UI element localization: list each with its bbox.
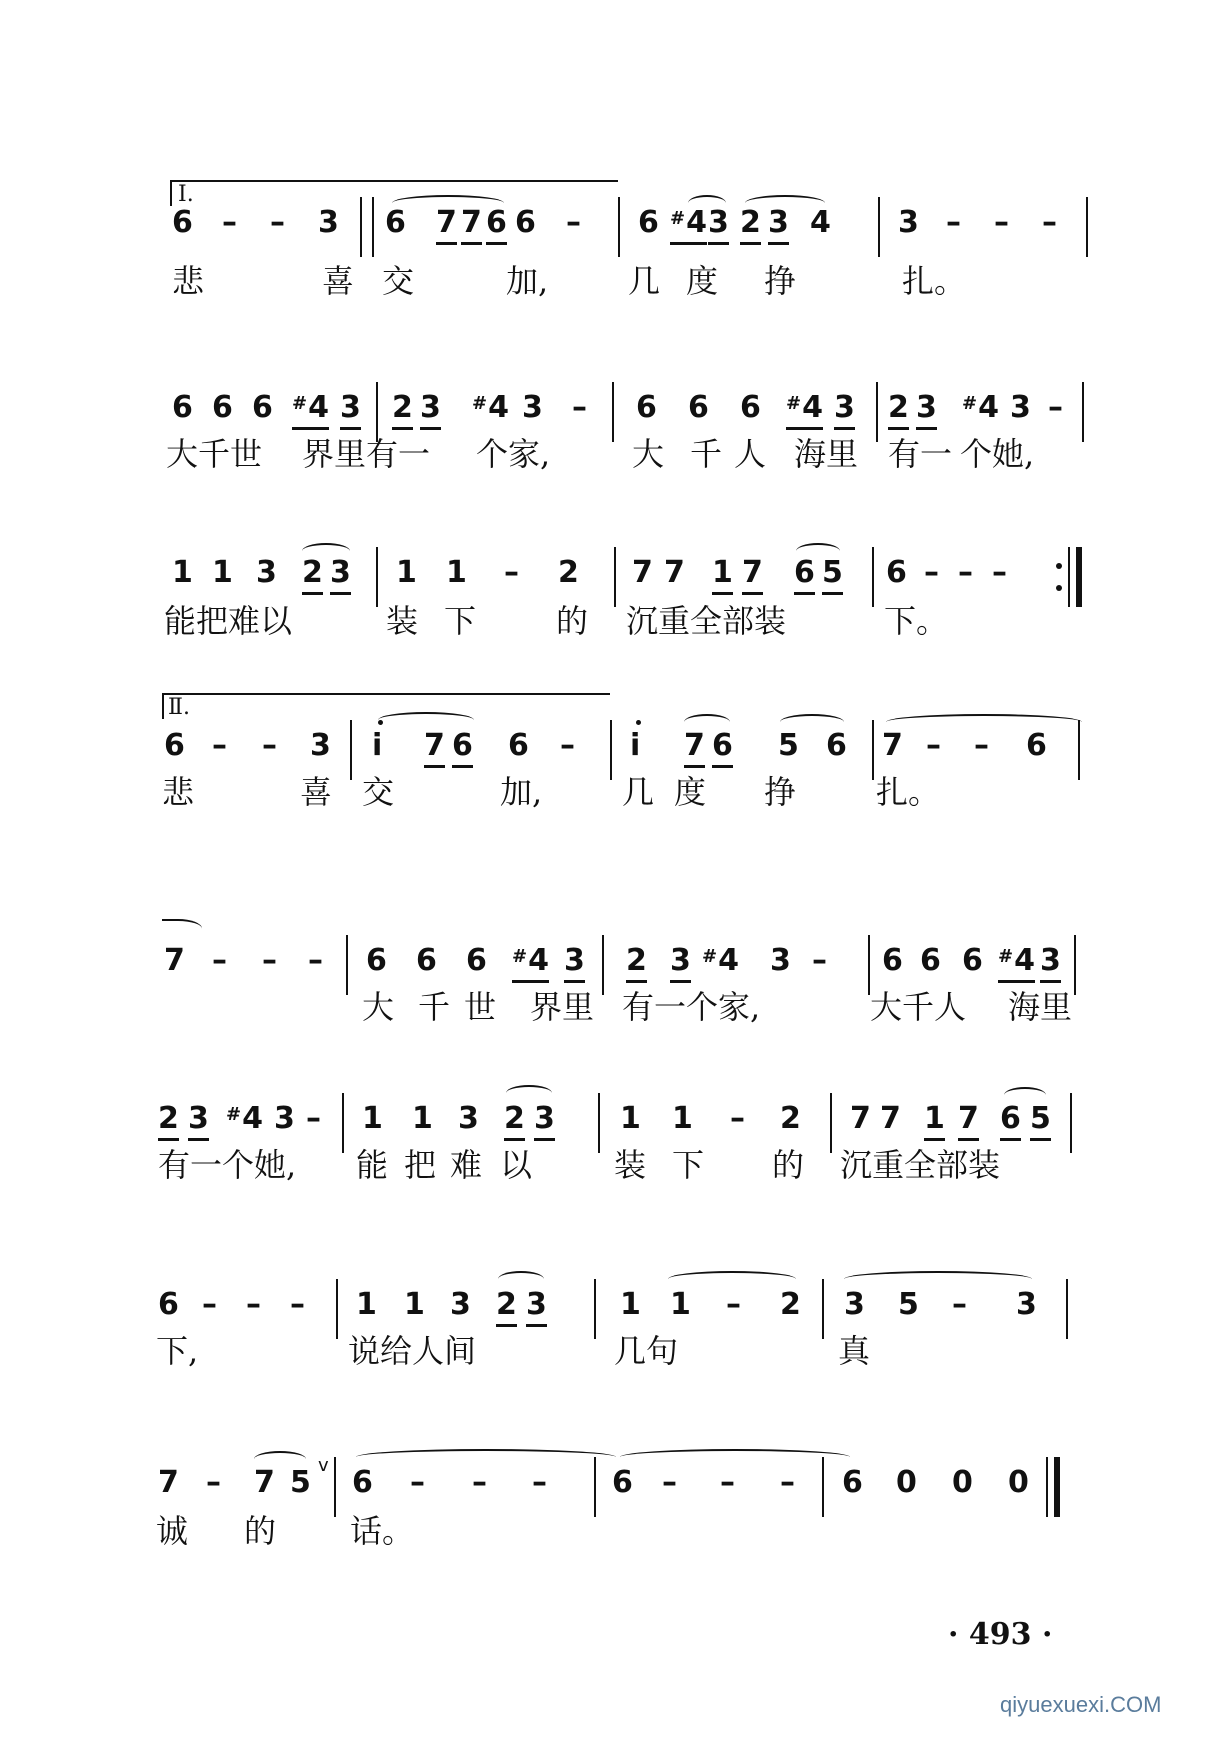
lyric: 把 bbox=[404, 1146, 437, 1184]
note: 7 bbox=[461, 205, 482, 245]
volta-2-bracket bbox=[162, 693, 610, 695]
barline bbox=[872, 547, 874, 607]
score-row-6 bbox=[0, 1101, 1218, 1251]
dash: – bbox=[246, 1287, 261, 1322]
note: 3 bbox=[770, 943, 791, 978]
note: 3 bbox=[768, 205, 789, 245]
dash: – bbox=[994, 205, 1009, 240]
tie bbox=[886, 714, 1082, 730]
note: 7 bbox=[632, 555, 653, 590]
volta-2-hook bbox=[162, 693, 164, 719]
lyric: 下, bbox=[156, 1332, 199, 1370]
lyric: 千 bbox=[418, 988, 451, 1026]
lyric: 下 bbox=[444, 602, 477, 640]
lyric: 能把难以 bbox=[164, 602, 293, 640]
note: 7 bbox=[684, 728, 705, 768]
breath-mark: v bbox=[318, 1455, 329, 1476]
volta-2-label: Ⅱ. bbox=[168, 695, 190, 720]
barline bbox=[594, 1457, 596, 1517]
barline bbox=[1082, 382, 1084, 442]
lyric: 难 bbox=[450, 1146, 483, 1184]
lyric: 有一个她, bbox=[158, 1146, 297, 1184]
note-value: 4 bbox=[978, 390, 999, 425]
lyric: 装 bbox=[386, 602, 419, 640]
lyric: 沉重全部装 bbox=[626, 602, 787, 640]
slur bbox=[796, 543, 840, 559]
octave-dot bbox=[636, 720, 641, 725]
note: 2 bbox=[158, 1101, 179, 1141]
lyric: 诚 bbox=[156, 1512, 189, 1550]
note: 3 bbox=[708, 205, 729, 245]
volta-1-hook bbox=[170, 180, 172, 206]
note-value: 4 bbox=[308, 390, 329, 425]
note: 2 bbox=[558, 555, 579, 590]
note: 3 bbox=[916, 390, 937, 430]
slur bbox=[684, 714, 730, 730]
note: 6 bbox=[366, 943, 387, 978]
dash: – bbox=[262, 943, 277, 978]
note: 2 bbox=[888, 390, 909, 430]
dash: – bbox=[720, 1465, 735, 1500]
dash: – bbox=[1048, 390, 1063, 425]
repeat-barline-thin bbox=[1068, 547, 1070, 607]
barline bbox=[612, 382, 614, 442]
watermark: qiyuexuexi.COM bbox=[1000, 1692, 1162, 1717]
dash: – bbox=[290, 1287, 305, 1322]
note: 7 bbox=[164, 943, 185, 978]
note: 2 bbox=[740, 205, 761, 245]
note: #4 bbox=[998, 943, 1035, 983]
note: 1 bbox=[620, 1101, 641, 1136]
score-row-4 bbox=[0, 728, 1218, 878]
dash: – bbox=[560, 728, 575, 763]
note: 6 bbox=[252, 390, 273, 425]
lyric: 能 bbox=[356, 1146, 389, 1184]
note: 6 bbox=[486, 205, 507, 245]
barline bbox=[346, 935, 348, 995]
lyric: 几 bbox=[628, 262, 661, 300]
slur bbox=[745, 195, 825, 211]
lyric: 有一个家, bbox=[622, 988, 761, 1026]
lyric: 挣 bbox=[764, 262, 797, 300]
barline bbox=[350, 720, 352, 780]
note: 6 bbox=[842, 1465, 863, 1500]
dash: – bbox=[504, 555, 519, 590]
note: 6 bbox=[636, 390, 657, 425]
note: 7 bbox=[742, 555, 763, 595]
lyric: 大 bbox=[362, 988, 395, 1026]
note: 6 bbox=[212, 390, 233, 425]
note: 3 bbox=[420, 390, 441, 430]
lyric: 悲 bbox=[162, 773, 195, 811]
note: 6 bbox=[466, 943, 487, 978]
note: 3 bbox=[834, 390, 855, 430]
note: 2 bbox=[302, 555, 323, 595]
note: 3 bbox=[274, 1101, 295, 1136]
barline bbox=[372, 197, 374, 257]
lyric: 有一 bbox=[888, 435, 953, 473]
dash: – bbox=[662, 1465, 677, 1500]
note: 3 bbox=[188, 1101, 209, 1141]
note: 6 bbox=[385, 205, 406, 240]
barline bbox=[598, 1093, 600, 1153]
note: 3 bbox=[1040, 943, 1061, 983]
lyric: 世 bbox=[464, 988, 497, 1026]
barline bbox=[1070, 1093, 1072, 1153]
note: 6 bbox=[794, 555, 815, 595]
score-row-8 bbox=[0, 1455, 1218, 1615]
note: 6 bbox=[1000, 1101, 1021, 1141]
note: 6 bbox=[508, 728, 529, 763]
barline bbox=[1086, 197, 1088, 257]
note: 1 bbox=[362, 1101, 383, 1136]
note: 2 bbox=[504, 1101, 525, 1141]
dash: – bbox=[958, 555, 973, 590]
note: 0 bbox=[896, 1465, 917, 1500]
page-number: · 493 · bbox=[948, 1617, 1053, 1652]
note: 1 bbox=[412, 1101, 433, 1136]
dash: – bbox=[222, 205, 237, 240]
note: 3 bbox=[458, 1101, 479, 1136]
note: 2 bbox=[626, 943, 647, 983]
note: 3 bbox=[318, 205, 339, 240]
lyric: 扎。 bbox=[876, 773, 941, 811]
note: 6 bbox=[352, 1465, 373, 1500]
lyric: 的 bbox=[772, 1146, 805, 1184]
lyric: 以 bbox=[500, 1146, 533, 1184]
note: #4 bbox=[226, 1101, 263, 1136]
note-value: 4 bbox=[488, 390, 509, 425]
note: 2 bbox=[780, 1287, 801, 1322]
score-row-1 bbox=[0, 205, 1218, 355]
barline bbox=[876, 382, 878, 442]
barline bbox=[376, 382, 378, 442]
barline bbox=[822, 1457, 824, 1517]
lyric: 交 bbox=[362, 773, 395, 811]
note: 3 bbox=[340, 390, 361, 430]
dash: – bbox=[306, 1101, 321, 1136]
dash: – bbox=[212, 943, 227, 978]
note: 5 bbox=[1030, 1101, 1051, 1141]
note: 6 bbox=[158, 1287, 179, 1322]
lyric: 大 bbox=[632, 435, 665, 473]
note: 7 bbox=[424, 728, 445, 768]
dash: – bbox=[812, 943, 827, 978]
barline bbox=[376, 547, 378, 607]
barline bbox=[594, 1279, 596, 1339]
lyric: 话。 bbox=[350, 1512, 415, 1550]
note: 6 bbox=[638, 205, 659, 240]
barline bbox=[868, 935, 870, 995]
slur bbox=[302, 543, 350, 559]
slur bbox=[688, 195, 726, 211]
repeat-dot bbox=[1056, 585, 1062, 591]
note: 4 bbox=[810, 205, 831, 240]
note: 1 bbox=[212, 555, 233, 590]
note: 6 bbox=[515, 205, 536, 240]
note: 6 bbox=[1026, 728, 1047, 763]
lyric: 大千世 bbox=[166, 435, 263, 473]
barline bbox=[878, 197, 880, 257]
lyric: 加, bbox=[506, 262, 549, 300]
dash: – bbox=[270, 205, 285, 240]
dash: – bbox=[1042, 205, 1057, 240]
slur bbox=[506, 1085, 552, 1101]
dash: – bbox=[202, 1287, 217, 1322]
note: 6 bbox=[712, 728, 733, 768]
volta-1-bracket bbox=[170, 180, 618, 182]
note-value: 4 bbox=[528, 943, 549, 978]
note: 3 bbox=[526, 1287, 547, 1327]
note: 5 bbox=[898, 1287, 919, 1322]
note: 6 bbox=[164, 728, 185, 763]
barline bbox=[822, 1279, 824, 1339]
repeat-dot bbox=[1056, 563, 1062, 569]
note: 2 bbox=[496, 1287, 517, 1327]
lyric: 说给人间 bbox=[348, 1332, 477, 1370]
dash: – bbox=[532, 1465, 547, 1500]
note: 3 bbox=[1010, 390, 1031, 425]
dash: – bbox=[566, 205, 581, 240]
lyric: 加, bbox=[500, 773, 543, 811]
lyric: 下 bbox=[672, 1146, 705, 1184]
note: #4 bbox=[472, 390, 509, 425]
note: 5 bbox=[778, 728, 799, 763]
note: #4 bbox=[512, 943, 549, 983]
dash: – bbox=[926, 728, 941, 763]
lyric: 几句 bbox=[614, 1332, 679, 1370]
barline bbox=[1078, 720, 1080, 780]
note: 3 bbox=[1016, 1287, 1037, 1322]
lyric: 度 bbox=[686, 262, 719, 300]
note: i bbox=[372, 728, 383, 763]
note: 1 bbox=[672, 1101, 693, 1136]
score-row-2 bbox=[0, 390, 1218, 540]
note: 1 bbox=[172, 555, 193, 590]
dash: – bbox=[780, 1465, 795, 1500]
note: 6 bbox=[172, 205, 193, 240]
note: #4 bbox=[786, 390, 823, 430]
note: 3 bbox=[522, 390, 543, 425]
note: 6 bbox=[962, 943, 983, 978]
note: 6 bbox=[826, 728, 847, 763]
note: 5 bbox=[290, 1465, 311, 1500]
barline bbox=[360, 197, 362, 257]
tie bbox=[844, 1271, 1032, 1287]
dash: – bbox=[572, 390, 587, 425]
note: 5 bbox=[822, 555, 843, 595]
lyric: 真 bbox=[838, 1332, 871, 1370]
slur bbox=[1004, 1087, 1046, 1103]
slur bbox=[498, 1271, 544, 1287]
slur bbox=[254, 1451, 306, 1467]
tie bbox=[668, 1271, 796, 1287]
repeat-barline-thick bbox=[1076, 547, 1082, 607]
slur bbox=[392, 195, 504, 211]
dash: – bbox=[472, 1465, 487, 1500]
lyric: 挣 bbox=[764, 773, 797, 811]
note: 6 bbox=[886, 555, 907, 590]
slur bbox=[780, 714, 844, 730]
barline bbox=[830, 1093, 832, 1153]
note: 7 bbox=[436, 205, 457, 245]
lyric: 的 bbox=[244, 1512, 277, 1550]
dash: – bbox=[410, 1465, 425, 1500]
lyric: 个她, bbox=[960, 435, 1035, 473]
dash: – bbox=[262, 728, 277, 763]
volta-1-label: Ⅰ. bbox=[178, 182, 194, 207]
dash: – bbox=[974, 728, 989, 763]
lyric: 扎。 bbox=[902, 262, 967, 300]
barline bbox=[602, 935, 604, 995]
note: 3 bbox=[450, 1287, 471, 1322]
note: 3 bbox=[534, 1101, 555, 1141]
lyric: 大千人 bbox=[870, 988, 967, 1026]
lyric: 个家, bbox=[476, 435, 551, 473]
note: 1 bbox=[446, 555, 467, 590]
dash: – bbox=[952, 1287, 967, 1322]
note: 7 bbox=[158, 1465, 179, 1500]
note: 7 bbox=[850, 1101, 871, 1136]
note: 3 bbox=[898, 205, 919, 240]
barline bbox=[342, 1093, 344, 1153]
score-row-7 bbox=[0, 1287, 1218, 1437]
note: 0 bbox=[952, 1465, 973, 1500]
dash: – bbox=[726, 1287, 741, 1322]
barline bbox=[1074, 935, 1076, 995]
note: 6 bbox=[452, 728, 473, 768]
tie bbox=[620, 1449, 850, 1465]
barline bbox=[614, 547, 616, 607]
lyric: 几 bbox=[622, 773, 655, 811]
barline bbox=[1066, 1279, 1068, 1339]
lyric: 喜 bbox=[300, 773, 333, 811]
lyric: 的 bbox=[556, 602, 589, 640]
lyric: 交 bbox=[382, 262, 415, 300]
note: 1 bbox=[620, 1287, 641, 1322]
barline bbox=[610, 720, 612, 780]
note: 0 bbox=[1008, 1465, 1029, 1500]
lyric: 喜 bbox=[322, 262, 355, 300]
dash: – bbox=[992, 555, 1007, 590]
note: #4 bbox=[962, 390, 999, 425]
lyric: 沉重全部装 bbox=[840, 1146, 1001, 1184]
note: #4 bbox=[702, 943, 739, 978]
note: #4 bbox=[292, 390, 329, 430]
note: 2 bbox=[780, 1101, 801, 1136]
note: 7 bbox=[254, 1465, 275, 1500]
barline bbox=[336, 1279, 338, 1339]
dash: – bbox=[730, 1101, 745, 1136]
note: 1 bbox=[356, 1287, 377, 1322]
dash: – bbox=[946, 205, 961, 240]
slur bbox=[378, 712, 474, 728]
lyric: 界里有一 bbox=[302, 435, 431, 473]
note: i bbox=[630, 728, 641, 763]
dash: – bbox=[924, 555, 939, 590]
lyric: 界里 bbox=[530, 988, 595, 1026]
note: 6 bbox=[740, 390, 761, 425]
note-value: 4 bbox=[1014, 943, 1035, 978]
lyric: 下。 bbox=[884, 602, 949, 640]
tie-continuation bbox=[162, 919, 202, 935]
lyric: 装 bbox=[614, 1146, 647, 1184]
dash: – bbox=[206, 1465, 221, 1500]
dash: – bbox=[308, 943, 323, 978]
note: 7 bbox=[882, 728, 903, 763]
note: 1 bbox=[396, 555, 417, 590]
lyric: 千 bbox=[690, 435, 723, 473]
note: 1 bbox=[712, 555, 733, 595]
lyric: 度 bbox=[674, 773, 707, 811]
note-value: 4 bbox=[718, 943, 739, 978]
note: 1 bbox=[924, 1101, 945, 1141]
lyric: 海里 bbox=[1008, 988, 1073, 1026]
score-row-3 bbox=[0, 555, 1218, 705]
note-value: 4 bbox=[686, 205, 707, 240]
note: 3 bbox=[670, 943, 691, 983]
tie bbox=[356, 1449, 616, 1465]
note: 7 bbox=[880, 1101, 901, 1136]
barline bbox=[872, 720, 874, 780]
note: 2 bbox=[392, 390, 413, 430]
final-barline-thick bbox=[1054, 1457, 1060, 1517]
lyric: 悲 bbox=[172, 262, 205, 300]
note: 3 bbox=[564, 943, 585, 983]
barline bbox=[618, 197, 620, 257]
note: 7 bbox=[664, 555, 685, 590]
dash: – bbox=[212, 728, 227, 763]
note: 1 bbox=[404, 1287, 425, 1322]
note: 6 bbox=[612, 1465, 633, 1500]
note: 1 bbox=[670, 1287, 691, 1322]
note: 6 bbox=[920, 943, 941, 978]
note: 3 bbox=[256, 555, 277, 590]
note: 6 bbox=[882, 943, 903, 978]
barline bbox=[334, 1457, 336, 1517]
note: 6 bbox=[172, 390, 193, 425]
note: 3 bbox=[330, 555, 351, 595]
note: 7 bbox=[958, 1101, 979, 1141]
note: 3 bbox=[310, 728, 331, 763]
final-barline-thin bbox=[1046, 1457, 1048, 1517]
note: 6 bbox=[416, 943, 437, 978]
note-value: 4 bbox=[802, 390, 823, 425]
score-row-5 bbox=[0, 943, 1218, 1093]
lyric: 海里 bbox=[794, 435, 859, 473]
lyric: 人 bbox=[734, 435, 767, 473]
note: 6 bbox=[688, 390, 709, 425]
note: #4 bbox=[670, 205, 707, 245]
note-value: 4 bbox=[242, 1101, 263, 1136]
note: 3 bbox=[844, 1287, 865, 1322]
